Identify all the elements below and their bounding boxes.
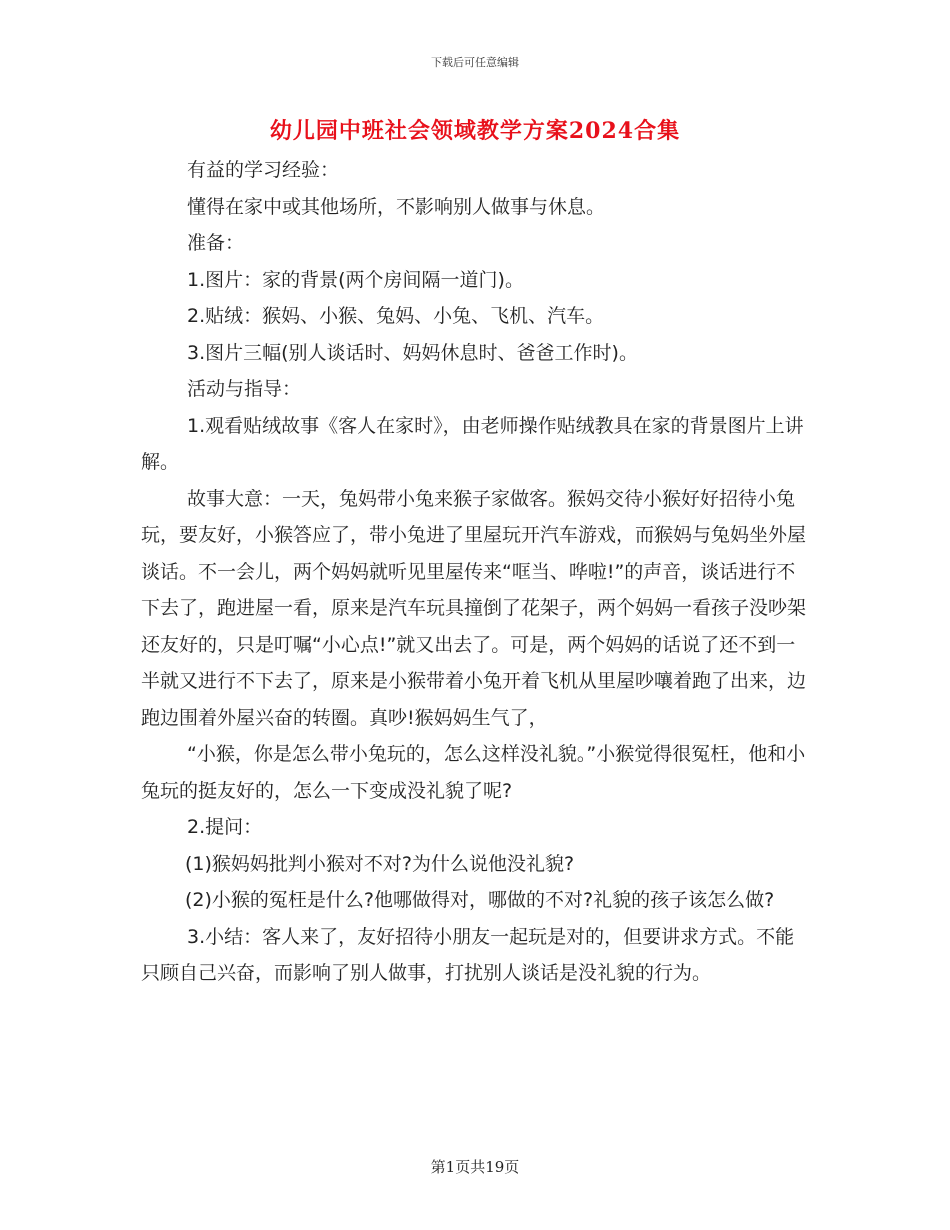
- document-body: [141, 152, 811, 992]
- document-title: 幼儿园中班社会领域教学方案2024合集: [269, 118, 681, 144]
- paragraph: 2.贴绒：猴妈、小猴、兔妈、小兔、飞机、汽车。: [187, 305, 605, 327]
- paragraph: 3.小结：客人来了，友好招待小朋友一起玩是对的，但要讲求方式。不能只顾自己兴奋，而影响了别人做事，打扰别人谈话是没礼貌的行为。: [141, 925, 795, 984]
- paragraph: 懂得在家中或其他场所，不影响别人做事与休息。: [187, 195, 606, 218]
- header-note: 下载后可任意编辑: [431, 56, 519, 69]
- paragraph: (1)猴妈妈批判小猴对不对?为什么说他没礼貌?: [185, 852, 575, 875]
- page-number: 第1页共19页: [430, 1158, 520, 1176]
- paragraph: 活动与指导：: [187, 378, 302, 400]
- paragraph: 2.提问：: [187, 816, 263, 838]
- paragraph: 1.图片：家的背景(两个房间隔一道门)。: [187, 268, 524, 291]
- paragraph: 1.观看贴绒故事《客人在家时》，由老师操作贴绒教具在家的背景图片上讲解。: [141, 414, 804, 473]
- paragraph: “小猴，你是怎么带小兔玩的，怎么这样没礼貌。”小猴觉得很冤枉，他和小兔玩的挺友好的，怎么一下变成没礼貌了呢?: [141, 743, 806, 802]
- paragraph: (2)小猴的冤枉是什么?他哪做得对，哪做的不对?礼貌的孩子该怎么做?: [185, 889, 775, 911]
- paragraph: 3.图片三幅(别人谈话时、妈妈休息时、爸爸工作时)。: [187, 341, 638, 364]
- paragraph: 准备：: [187, 232, 245, 254]
- paragraph: 故事大意：一天，兔妈带小兔来猴子家做客。猴妈交待小猴好好招待小兔玩，要友好，小猴答应了，带小兔进了里屋玩开汽车游戏，而猴妈与兔妈坐外屋谈话。不一会儿，两个妈妈就听见里屋传来“哐当、哗啦!”的声音，谈话进行不下去了，跑进屋一看，原来是汽车玩具撞倒了花架子，两个妈妈一看孩子没吵架还友好的，只是叮嘱“小心点!”就又出去了。可是，两个妈妈的话说了还不到一半就又进行不下去了，原来是小猴带着小兔开着飞机从里屋吵嚷着跑了出来，边跑边围着外屋兴奋的转圈。真吵!猴妈妈生气了，: [141, 487, 807, 729]
- paragraph: 有益的学习经验：: [187, 159, 340, 181]
